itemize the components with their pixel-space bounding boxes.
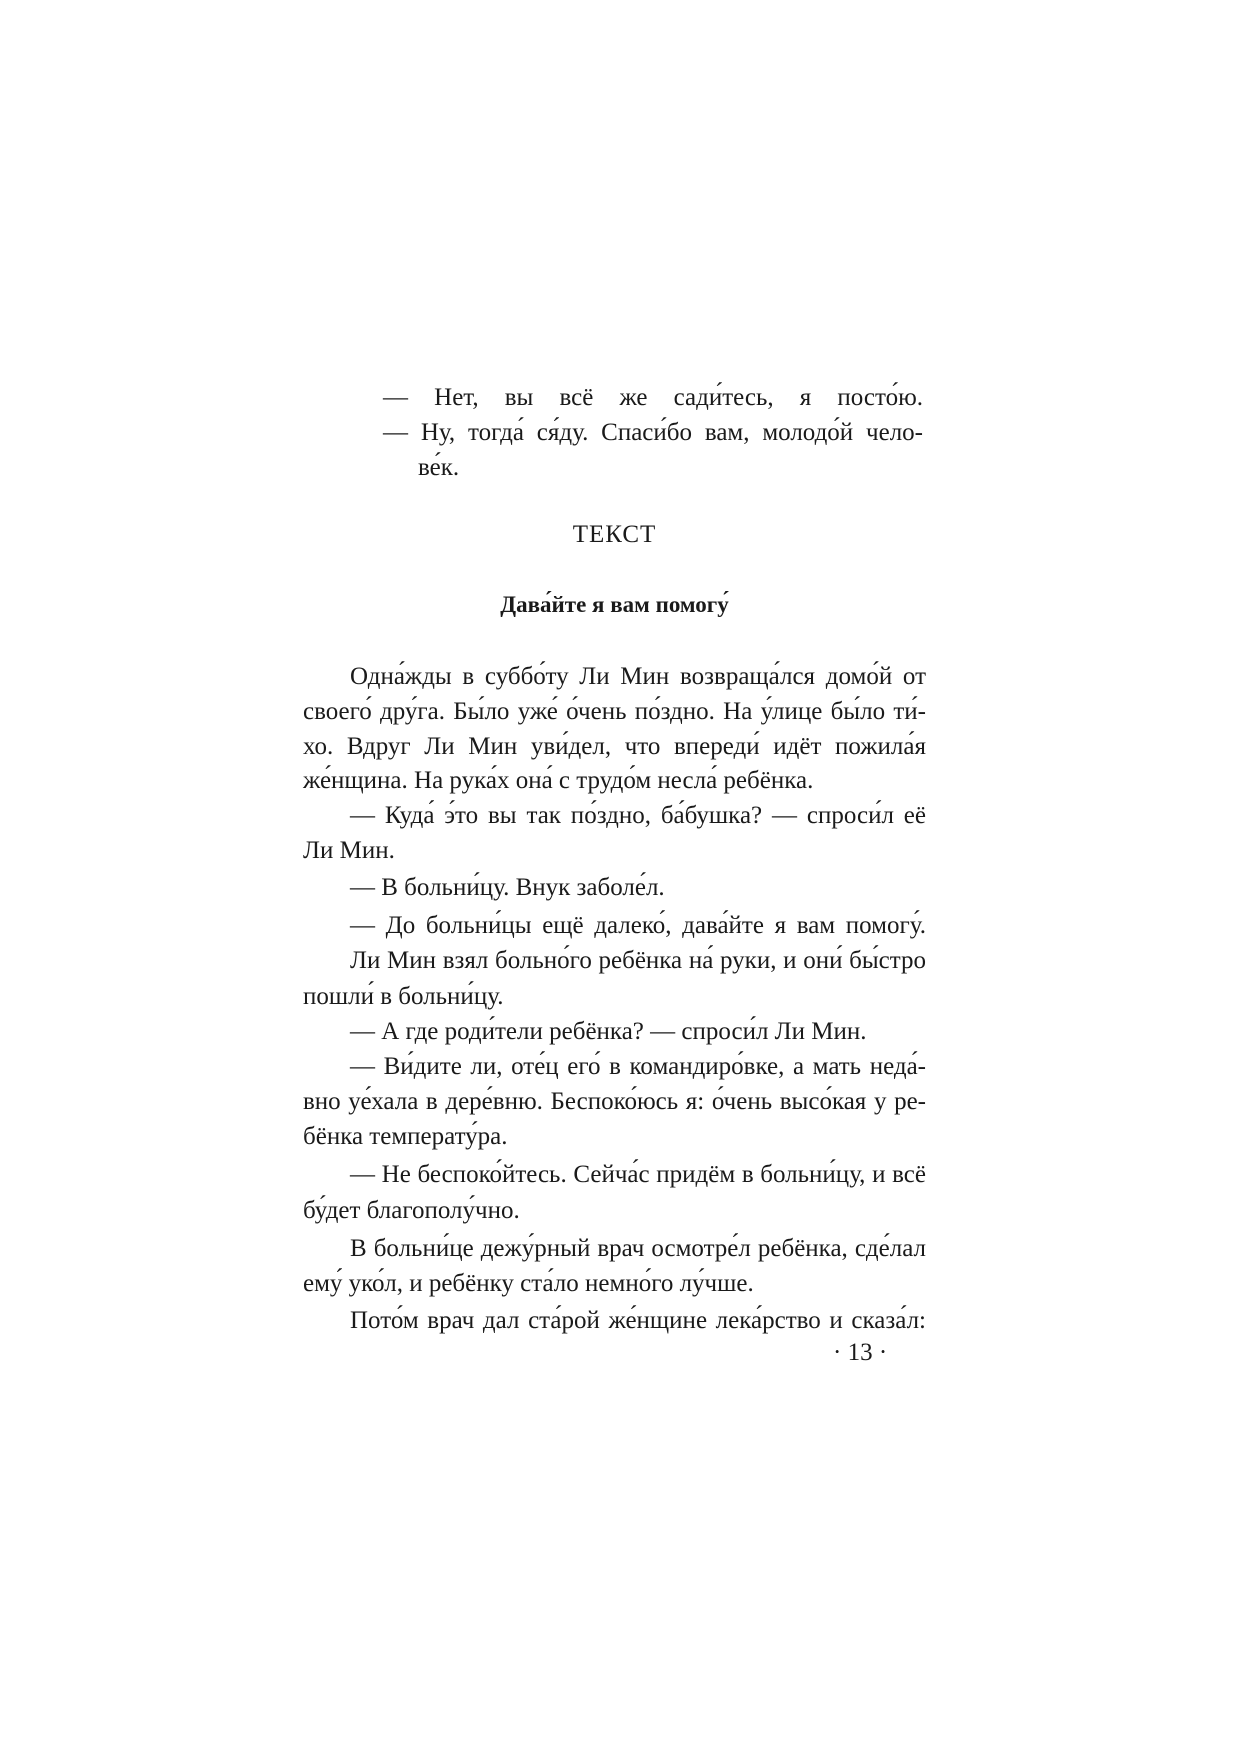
body-line: пошли́ в больни́цу.	[303, 983, 504, 1010]
section-heading: ТЕКСТ	[572, 521, 657, 548]
page-number: · 13 ·	[833, 1339, 888, 1366]
body-line: же́нщина. На рука́х она́ с трудо́м несла́ ребёнка.	[303, 767, 814, 794]
body-line: — Ви́дите ли, оте́ц его́ в командиро́вке, а мать неда́-	[350, 1053, 926, 1080]
body-line: Пото́м врач дал ста́рой же́нщине лека́рство и сказа́л:	[350, 1307, 926, 1334]
body-line: бёнка температу́ра.	[303, 1123, 508, 1150]
body-line: Ли Мин взял больно́го ребёнка на́ руки, и они́ бы́стро	[350, 947, 926, 974]
dialogue-line: ве́к.	[418, 454, 460, 481]
body-line: — А где роди́тели ребёнка? — спроси́л Ли Мин.	[350, 1018, 867, 1045]
body-line: — В больни́цу. Внук заболе́л.	[350, 874, 665, 901]
body-line: своего́ дру́га. Бы́ло уже́ о́чень по́здно. На у́лице бы́ло ти́-	[303, 698, 926, 725]
body-line: хо. Вдруг Ли Мин уви́дел, что впереди́ идёт пожила́я	[303, 733, 926, 760]
text-title: Дава́йте я вам помогу́	[500, 592, 729, 617]
body-line: — Не беспоко́йтесь. Сейча́с придём в больни́цу, и всё	[350, 1161, 926, 1188]
body-line: — Куда́ э́то вы так по́здно, ба́бушка? — спроси́л её	[350, 802, 926, 829]
body-line: Одна́жды в суббо́ту Ли Мин возвраща́лся домо́й от	[350, 663, 926, 690]
body-line: вно уе́хала в дере́вню. Беспоко́юсь я: о́чень высо́кая у ре-	[303, 1088, 926, 1115]
body-line: бу́дет благополу́чно.	[303, 1197, 520, 1224]
dialogue-line: — Нет, вы всё же сади́тесь, я посто́ю.	[383, 384, 923, 411]
dialogue-line: — Ну, тогда́ ся́ду. Спаси́бо вам, молодо́й чело-	[383, 419, 923, 446]
body-line: В больни́це дежу́рный врач осмотре́л ребёнка, сде́лал	[350, 1235, 926, 1262]
body-line: — До больни́цы ещё далеко́, дава́йте я вам помогу́.	[350, 912, 926, 939]
body-line: Ли Мин.	[303, 837, 395, 864]
body-line: ему́ уко́л, и ребёнку ста́ло немно́го лу́чше.	[303, 1270, 754, 1297]
